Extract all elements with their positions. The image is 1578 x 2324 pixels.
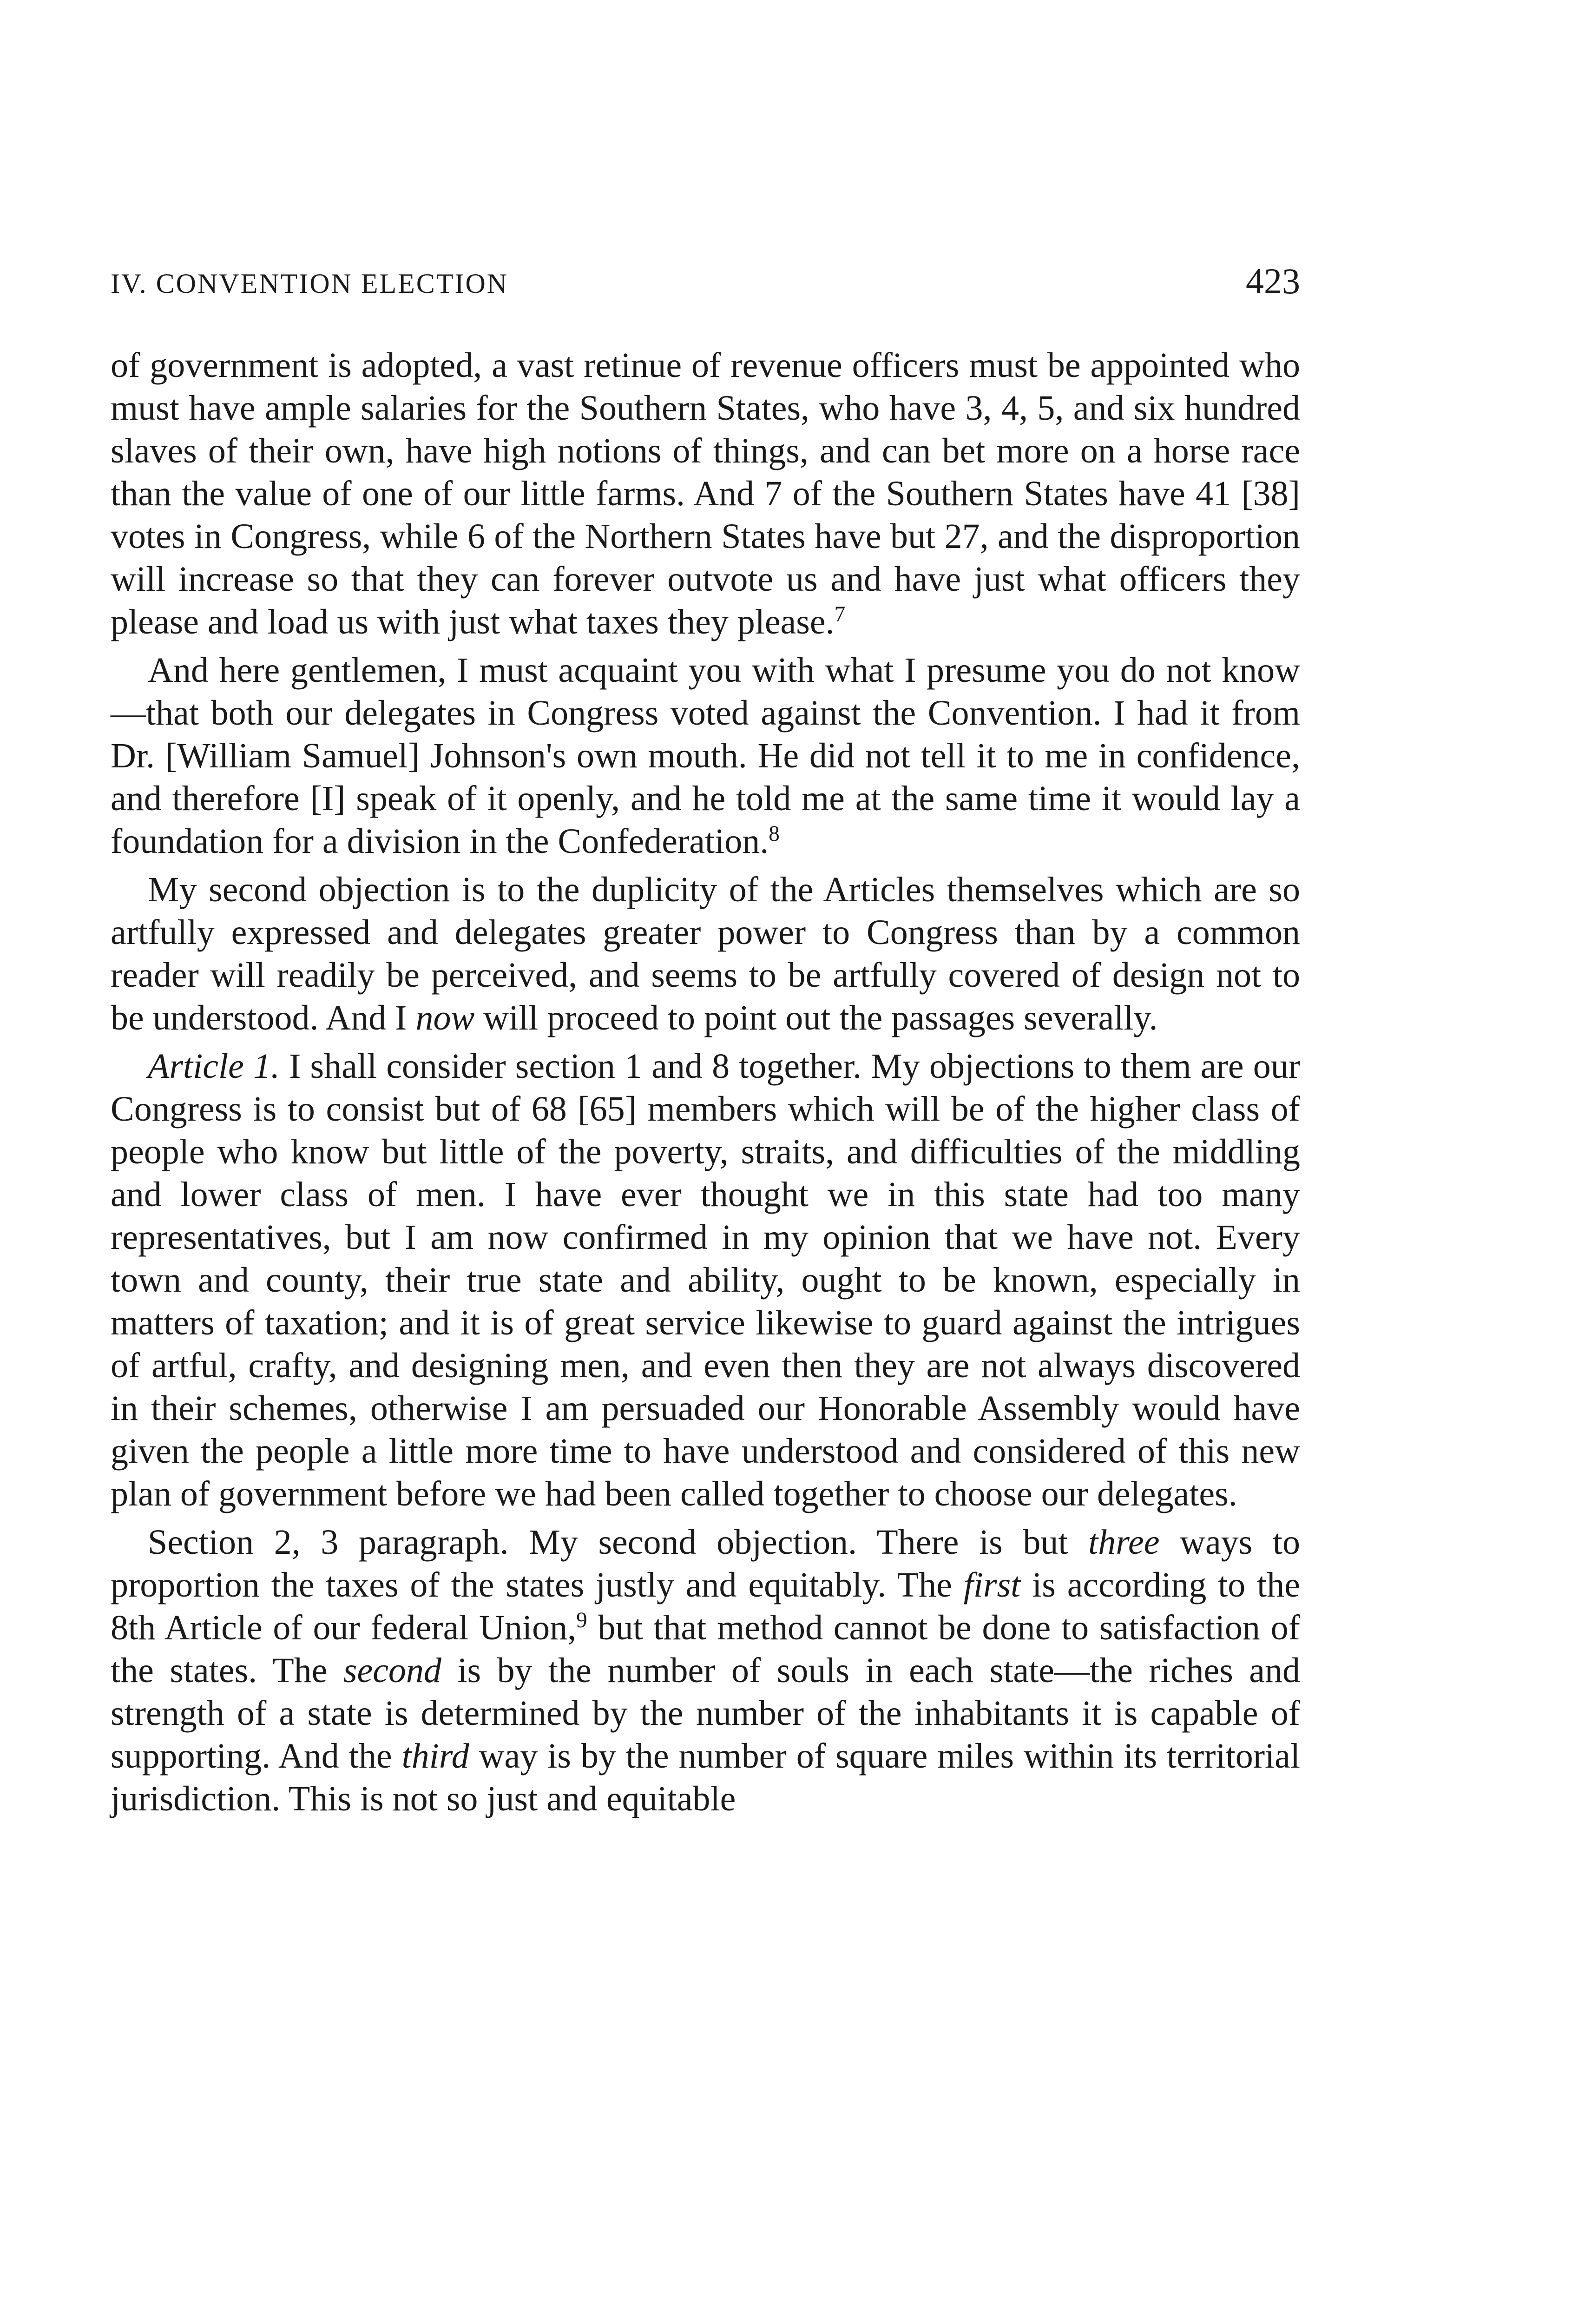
italic-text: three <box>1088 1523 1160 1562</box>
text-run: but that method cannot be done to satisfaction of the states. The <box>111 1608 1300 1690</box>
italic-text: first <box>963 1565 1021 1604</box>
running-head <box>111 260 1300 302</box>
text-run: is according to the 8th Article of our federal Union, <box>111 1565 1300 1647</box>
text-run: way is by the number of square miles within its territorial jurisdiction. This is not so just and equitable <box>111 1736 1300 1818</box>
text-run: ways to proportion the taxes of the states justly and equitably. The <box>111 1523 1300 1604</box>
paragraph <box>111 344 1300 643</box>
footnote-marker: 9 <box>576 1608 587 1633</box>
paragraph <box>111 1521 1300 1820</box>
text-run: of government is adopted, a vast retinue of revenue officers must be appointed who must have ample salaries for the Southern States, who have 3, 4, 5, and six hundred slaves of their own, have high notions of things, and can bet more on a horse race than the value of one of our little farms. And 7 of the Southern States have 41 [38] votes in Congress, while 6 of the Northern States have but 27, and the disproportion will increase so that they can forever outvote us and have just what officers they please and load us with just what taxes they please. <box>111 346 1300 641</box>
italic-text: Article 1. <box>148 1047 280 1086</box>
italic-text: third <box>401 1736 469 1776</box>
italic-text: now <box>415 998 475 1037</box>
text-run: My second objection is to the duplicity of the Articles themselves which are so artfully expressed and delegates greater power to Congress than by a common reader will readily be perceived, and seems to be artfully covered of design not to be understood. And I <box>111 870 1300 1037</box>
section-title: IV. CONVENTION ELECTION <box>111 268 509 299</box>
footnote-marker: 7 <box>834 602 846 627</box>
page-number: 423 <box>1246 261 1300 301</box>
text-run: will proceed to point out the passages severally. <box>474 998 1158 1037</box>
body-text <box>111 344 1300 1826</box>
paragraph <box>111 649 1300 863</box>
footnote-marker: 8 <box>769 822 780 846</box>
text-run: is by the number of souls in each state—the riches and strength of a state is determined by the number of the inhabitants it is capable of supporting. And the <box>111 1651 1300 1776</box>
text-run: I shall consider section 1 and 8 together. My objections to them are our Congress is to consist but of 68 [65] members which will be of the higher class of people who know but little of the poverty, straits, and difficulties of the middling and lower class of men. I have ever thought we in this state had too many representatives, but I am now confirmed in my opinion that we have not. Every town and county, their true state and ability, ought to be known, especially in matters of taxation; and it is of great service likewise to guard against the intrigues of artful, crafty, and designing men, and even then they are not always discovered in their schemes, otherwise I am persuaded our Honorable Assembly would have given the people a little more time to have understood and considered of this new plan of government before we had been called together to choose our delegates. <box>111 1047 1301 1513</box>
paragraph <box>111 1045 1300 1515</box>
italic-text: second <box>343 1651 441 1690</box>
paragraph <box>111 868 1300 1039</box>
text-run: Section 2, 3 paragraph. My second objection. There is but <box>148 1523 1089 1562</box>
text-run: And here gentlemen, I must acquaint you with what I presume you do not know—that both our delegates in Congress voted against the Convention. I had it from Dr. [William Samuel] Johnson's own mouth. He did not tell it to me in confidence, and therefore [I] speak of it openly, and he told me at the same time it would lay a foundation for a division in the Confederation. <box>111 651 1300 861</box>
